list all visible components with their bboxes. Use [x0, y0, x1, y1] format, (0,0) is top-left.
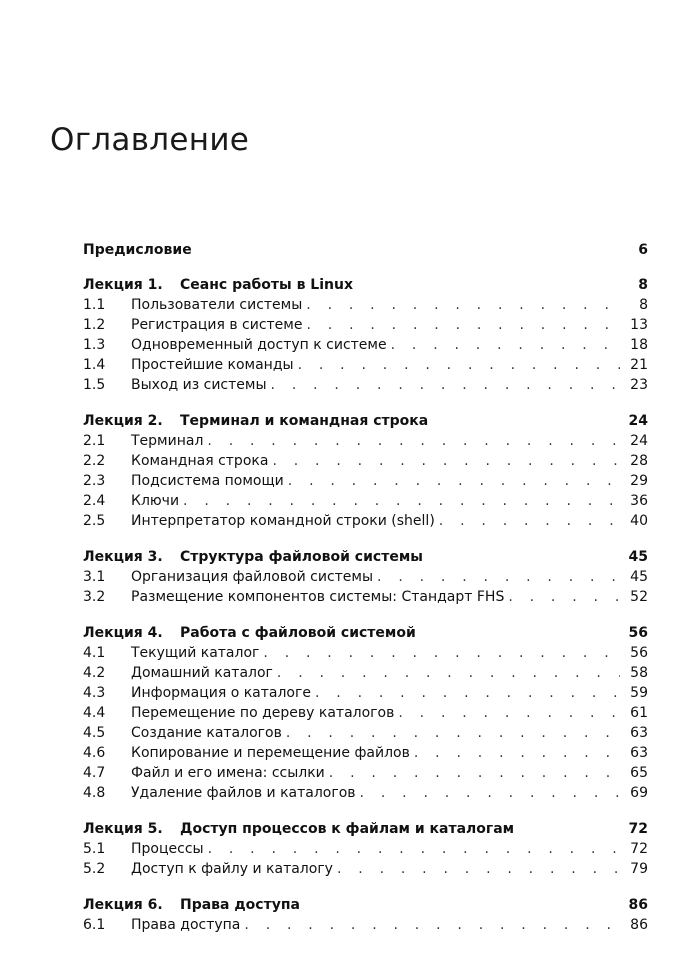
toc-section-entry[interactable] [83, 587, 648, 607]
toc-lecture-entry[interactable] [83, 275, 648, 295]
section-title: Выход из системы [131, 377, 267, 393]
page-number: 86 [630, 917, 648, 933]
page-number: 72 [630, 841, 648, 857]
page-number: 63 [630, 725, 648, 741]
section-title: Простейшие команды [131, 357, 294, 373]
dot-leader [263, 643, 620, 663]
toc-section-entry[interactable] [83, 643, 648, 663]
toc-section-entry[interactable] [83, 915, 648, 935]
lecture-label: Лекция 2. [83, 413, 163, 429]
section-title: Пользователи системы [131, 297, 303, 313]
page-number: 45 [628, 549, 648, 565]
lecture-title: Работа с файловой системой [180, 625, 416, 641]
page-number: 6 [638, 242, 648, 258]
dot-leader [183, 491, 620, 511]
dot-leader [272, 451, 620, 471]
section-title: Копирование и перемещение файлов [131, 745, 410, 761]
lecture-block [83, 819, 648, 879]
section-number: 4.3 [83, 685, 106, 701]
section-title: Командная строка [131, 453, 269, 469]
dot-leader [277, 663, 620, 683]
dot-leader [288, 471, 620, 491]
toc-section-entry[interactable] [83, 511, 648, 531]
section-title: Права доступа [131, 917, 241, 933]
page-number: 36 [630, 493, 648, 509]
section-number: 4.8 [83, 785, 106, 801]
page-number: 18 [630, 337, 648, 353]
lecture-title: Сеанс работы в Linux [180, 277, 353, 293]
page-number: 79 [630, 861, 648, 877]
toc-section-entry[interactable] [83, 743, 648, 763]
lecture-block [83, 411, 648, 531]
dot-leader [208, 839, 620, 859]
lecture-label: Лекция 6. [83, 897, 163, 913]
section-number: 5.1 [83, 841, 106, 857]
page-number: 56 [630, 645, 648, 661]
lecture-label: Лекция 5. [83, 821, 163, 837]
dot-leader [271, 375, 620, 395]
toc-section-entry[interactable] [83, 355, 648, 375]
page-number: 29 [630, 473, 648, 489]
lecture-title: Права доступа [180, 897, 300, 913]
page-number: 8 [639, 297, 648, 313]
section-title: Организация файловой системы [131, 569, 374, 585]
lecture-title: Терминал и командная строка [180, 413, 429, 429]
toc-section-entry[interactable] [83, 471, 648, 491]
dot-leader [306, 295, 620, 315]
page-number: 23 [630, 377, 648, 393]
lecture-list [83, 275, 648, 935]
dot-leader [398, 703, 620, 723]
toc-section-entry[interactable] [83, 859, 648, 879]
section-title: Ключи [131, 493, 180, 509]
section-number: 4.2 [83, 665, 106, 681]
toc-section-entry[interactable] [83, 723, 648, 743]
dot-leader [207, 431, 620, 451]
dot-leader [306, 315, 620, 335]
section-title: Текущий каталог [131, 645, 260, 661]
section-title: Терминал [131, 433, 204, 449]
section-number: 1.4 [83, 357, 106, 373]
toc-section-entry[interactable] [83, 703, 648, 723]
section-number: 2.4 [83, 493, 106, 509]
toc-section-entry[interactable] [83, 663, 648, 683]
toc-lecture-entry[interactable] [83, 819, 648, 839]
page-number: 24 [628, 413, 648, 429]
section-number: 1.2 [83, 317, 106, 333]
toc-section-entry[interactable] [83, 839, 648, 859]
dot-leader [508, 587, 620, 607]
section-number: 1.3 [83, 337, 106, 353]
section-number: 5.2 [83, 861, 106, 877]
page-number: 28 [630, 453, 648, 469]
section-number: 1.1 [83, 297, 106, 313]
page-number: 21 [630, 357, 648, 373]
page-number: 52 [630, 589, 648, 605]
dot-leader [439, 511, 620, 531]
section-title: Подсистема помощи [131, 473, 284, 489]
section-title: Размещение компонентов системы: Стандарт FHS [131, 589, 505, 605]
section-title: Одновременный доступ к системе [131, 337, 387, 353]
table-of-contents [83, 240, 648, 951]
toc-section-entry[interactable] [83, 491, 648, 511]
page-number: 63 [630, 745, 648, 761]
page-number: 8 [638, 277, 648, 293]
page-number: 13 [630, 317, 648, 333]
lecture-label: Лекция 3. [83, 549, 163, 565]
toc-lecture-entry[interactable] [83, 623, 648, 643]
page-number: 86 [628, 897, 648, 913]
dot-leader [286, 723, 620, 743]
section-title: Доступ к файлу и каталогу [131, 861, 333, 877]
section-title: Удаление файлов и каталогов [131, 785, 356, 801]
dot-leader [298, 355, 620, 375]
dot-leader [360, 783, 620, 803]
page-number: 56 [628, 625, 648, 641]
lecture-label: Лекция 1. [83, 277, 163, 293]
dot-leader [315, 683, 620, 703]
lecture-block [83, 895, 648, 935]
dot-leader [337, 859, 620, 879]
section-title: Создание каталогов [131, 725, 282, 741]
toc-section-entry[interactable] [83, 375, 648, 395]
dot-leader [414, 743, 620, 763]
page-number: 24 [630, 433, 648, 449]
lecture-label: Лекция 4. [83, 625, 163, 641]
lecture-block [83, 623, 648, 803]
dot-leader [244, 915, 620, 935]
lecture-block [83, 547, 648, 607]
section-number: 2.3 [83, 473, 106, 489]
dot-leader [329, 763, 620, 783]
lecture-title: Доступ процессов к файлам и каталогам [180, 821, 515, 837]
page-number: 65 [630, 765, 648, 781]
page-number: 58 [630, 665, 648, 681]
toc-lecture-entry[interactable] [83, 895, 648, 915]
section-number: 4.7 [83, 765, 106, 781]
page-title: Оглавление [50, 122, 250, 158]
dot-leader [391, 335, 620, 355]
toc-section-entry[interactable] [83, 763, 648, 783]
section-title: Интерпретатор командной строки (shell) [131, 513, 435, 529]
toc-lecture-entry[interactable] [83, 547, 648, 567]
page-number: 59 [630, 685, 648, 701]
section-title: Домашний каталог [131, 665, 273, 681]
section-number: 1.5 [83, 377, 106, 393]
section-number: 2.2 [83, 453, 106, 469]
section-number: 4.1 [83, 645, 106, 661]
section-title: Файл и его имена: ссылки [131, 765, 325, 781]
toc-section-entry[interactable] [83, 431, 648, 451]
section-title: Регистрация в системе [131, 317, 303, 333]
toc-section-entry[interactable] [83, 783, 648, 803]
page-number: 45 [630, 569, 648, 585]
section-title: Процессы [131, 841, 204, 857]
dot-leader [377, 567, 620, 587]
section-title: Информация о каталоге [131, 685, 311, 701]
preface-title: Предисловие [83, 242, 192, 258]
toc-preface-entry[interactable] [83, 240, 648, 260]
lecture-block [83, 275, 648, 395]
page-number: 61 [630, 705, 648, 721]
toc-lecture-entry[interactable] [83, 411, 648, 431]
section-number: 4.5 [83, 725, 106, 741]
page-number: 69 [630, 785, 648, 801]
section-title: Перемещение по дереву каталогов [131, 705, 395, 721]
section-number: 4.4 [83, 705, 106, 721]
page-number: 72 [628, 821, 648, 837]
section-number: 3.2 [83, 589, 106, 605]
toc-section-entry[interactable] [83, 335, 648, 355]
toc-section-entry[interactable] [83, 315, 648, 335]
toc-section-entry[interactable] [83, 295, 648, 315]
section-number: 2.1 [83, 433, 106, 449]
section-number: 6.1 [83, 917, 106, 933]
toc-section-entry[interactable] [83, 451, 648, 471]
lecture-title: Структура файловой системы [180, 549, 423, 565]
toc-section-entry[interactable] [83, 683, 648, 703]
section-number: 3.1 [83, 569, 106, 585]
section-number: 2.5 [83, 513, 106, 529]
page-number: 40 [630, 513, 648, 529]
toc-section-entry[interactable] [83, 567, 648, 587]
section-number: 4.6 [83, 745, 106, 761]
